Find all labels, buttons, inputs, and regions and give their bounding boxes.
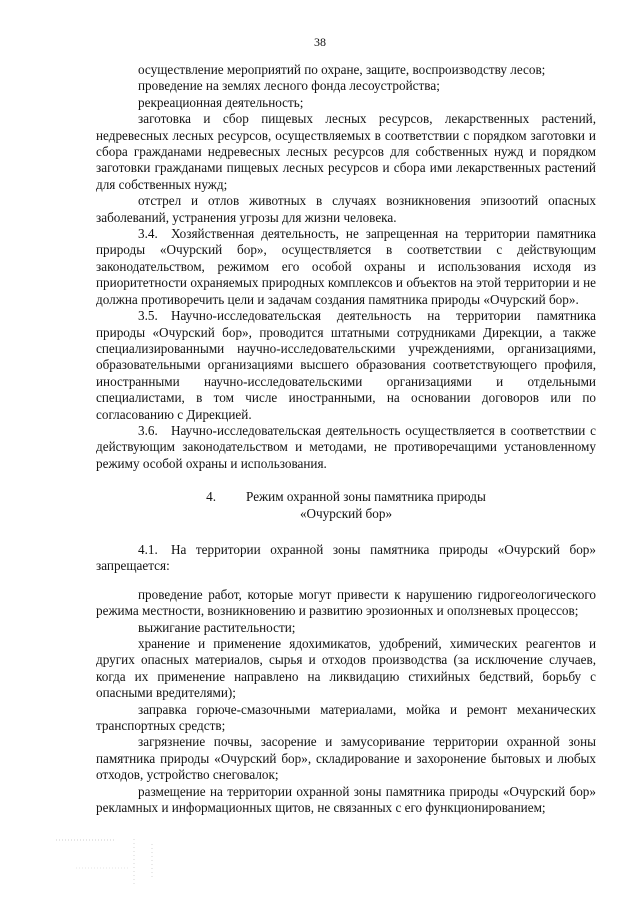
- list-item: размещение на территории охранной зоны памятника природы «Очурский бор» рекламных и информационных щитов, не связанных с его функционированием;: [96, 783, 596, 816]
- section-number: 4.: [206, 489, 217, 505]
- list-item: хранение и применение ядохимикатов, удобрений, химических реагентов и других опасных материалов, сырья и отходов производства (за исключение случаев, когда их применение направлено на ликвидацию стихийных бедствий, борьбу с опасными вредителями);: [96, 636, 596, 701]
- paragraph-3-6: 3.6. Научно-исследовательская деятельность осуществляется в соответствии с действующим законодательством и методами, не противоречащими установленному режиму особой охраны и использования.: [96, 422, 596, 471]
- paragraph: осуществление мероприятий по охране, защите, воспроизводству лесов;: [138, 62, 546, 77]
- list-item: выжигание растительности;: [138, 619, 296, 635]
- paragraph-3-5: 3.5. Научно-исследовательская деятельность на территории памятника природы «Очурский бор», проводится штатными сотрудниками Дирекции, а также специализированными научно-исследовательскими учреждениями, организациями, образовательными организациями высшего образования соответствующего профиля, иностранными научно-исследовательскими организациями и отдельными специалистами, в том числе иностранными, на основании договоров или по согласованию с Дирекцией.: [96, 308, 596, 422]
- list-item: загрязнение почвы, засорение и замусоривание территории охранной зоны памятника природы «Очурский бор», складирование и захоронение бытовых и любых отходов, устройство снеговалок;: [96, 734, 596, 783]
- scan-artifact-mark: [56, 838, 186, 888]
- paragraph-4-1: 4.1. На территории охранной зоны памятника природы «Очурский бор» запрещается:: [96, 541, 596, 574]
- page-number: 38: [314, 35, 326, 49]
- paragraph: отстрел и отлов животных в случаях возникновения эпизоотий опасных заболеваний, устранения угрозы для жизни человека.: [96, 193, 596, 225]
- paragraph: проведение на землях лесного фонда лесоустройства;: [138, 78, 440, 94]
- section-title-line2: «Очурский бор»: [299, 505, 393, 521]
- section-title-line1: Режим охранной зоны памятника природы: [246, 489, 486, 505]
- paragraph: заготовка и сбор пищевых лесных ресурсов, лекарственных растений, недревесных лесных ресурсов, осуществляемых в соответствии с порядком заготовки и сбора гражданами недревесных лесных ресурсов для собственных нужд и порядком заготовки гражданами пищевых лесных ресурсов и сбора ими лекарственных растений для собственных нужд;: [96, 111, 596, 192]
- list-item: проведение работ, которые могут привести к нарушению гидрогеологического режима местности, возникновению и развитию эрозионных и оползневых процессов;: [96, 586, 596, 619]
- document-body: [96, 62, 596, 816]
- paragraph: рекреационная деятельность;: [138, 94, 304, 110]
- section-heading: [96, 489, 596, 522]
- list-item: заправка горюче-смазочными материалами, мойка и ремонт механических транспортных средств;: [96, 701, 596, 734]
- paragraph-3-4: 3.4. Хозяйственная деятельность, не запрещенная на территории памятника природы «Очурский бор», осуществляется в соответствии с действующим законодательством, режимом его особой охраны и использования исходя из приоритетности охраняемых природных комплексов и объектов на этой территории и не должна противоречить цели и задачам создания памятника природы «Очурский бор».: [96, 226, 596, 307]
